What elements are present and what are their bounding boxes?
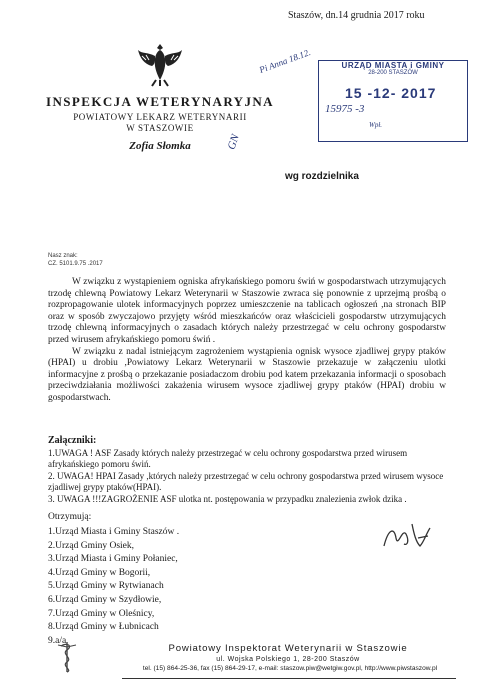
attachment-item: 3. UWAGA !!!ZAGROŻENIE ASF ulotka nt. postępowania w przypadku znalezienia zwłok dzika . bbox=[48, 493, 407, 504]
recipient-item: 9.a/a bbox=[48, 635, 67, 646]
recipient-item: 6.Urząd Gminy w Szydłowie, bbox=[48, 594, 162, 605]
attachment-item: 1.UWAGA ! ASF Zasady których należy przestrzegać w celu ochrony gospodarstwa przed wirusem afrykańskiego pomoru świń. bbox=[48, 448, 408, 470]
stamp-date: 15 -12- 2017 bbox=[345, 85, 437, 101]
stamp-address: 28-200 STASZÓW bbox=[368, 70, 418, 76]
office-name bbox=[44, 112, 276, 134]
recipients-list bbox=[48, 526, 179, 648]
attachment-item: 2. UWAGA! HPAI Zasady ,których należy przestrzegać w celu ochrony gospodarstwa przed wirusem wysoce zjadliwej grypy ptaków(HPAI). bbox=[48, 470, 444, 493]
stamp-office: URZĄD MIASTA i GMINY bbox=[341, 61, 445, 70]
paragraph-1: W związku z wystąpieniem ogniska afrykańskiego pomoru świń w gospodarstwach utrzymujących trzodę chlewną Powiatowy Lekarz Weterynarii w Staszowie zwraca się ponownie z uprzejmą prośbą o rozpropagowanie ulotek informacyjnych poprzez umieszczenie na tablicach ogłoszeń ,na stronach BIP oraz w sposób zwyczajowo przyjęty wśród mieszkańców oraz właścicieli gospodarstw utrzymujących trzodę chlewną informacyjnych o zasadach których należy przestrzegać w celu ochrony gospodarstw przed wirusem afrykańskiego pomoru świń . bbox=[48, 277, 446, 345]
place-date: Staszów, dn.14 grudnia 2017 roku bbox=[288, 10, 425, 21]
reference-label: Nasz znak: bbox=[48, 253, 78, 259]
attachments-list bbox=[48, 448, 448, 505]
footer-divider bbox=[122, 678, 456, 679]
eagle-emblem-icon bbox=[136, 38, 184, 88]
handwritten-note: Pi Anna 18.12. bbox=[257, 47, 312, 75]
office-line-1: POWIATOWY LEKARZ WETERYNARII bbox=[73, 112, 247, 122]
caduceus-logo-icon bbox=[54, 640, 80, 674]
recipient-item: 5.Urząd Gminy w Rytwianach bbox=[48, 581, 164, 592]
footer-address: ul. Wojska Polskiego 1, 28-200 Staszów bbox=[216, 656, 360, 663]
paragraph-2: W związku z nadal istniejącym zagrożeniem wystąpienia ognisk wysoce zjadliwej grypy ptaków (HPAI) u drobiu ,Powiatowy Lekarz Weterynarii w Staszowie przekazuje w załączeniu ulotki informacyjne z prośbą o przekazanie posiadaczom drobiu pod katem przekazania informacji o sposobach przeciwdziałania możliwości zakażenia wirusem wysoce zjadliwej grypy ptaków (HPAI) drobiu w gospodarstwach. bbox=[48, 346, 446, 403]
recipient-item: 7.Urząd Gminy w Oleśnicy, bbox=[48, 608, 155, 619]
stamp-note: Wpł. bbox=[369, 121, 383, 129]
signature-mark bbox=[378, 516, 438, 556]
reference-value: CZ. 5101.9.75 .2017 bbox=[48, 261, 103, 267]
stamp-number: 15975 -3 bbox=[325, 103, 365, 115]
recipient-item: 1.Urząd Miasta i Gminy Staszów . bbox=[48, 527, 180, 537]
signer-name: Zofia Słomka bbox=[129, 140, 191, 152]
handwritten-initials: GN bbox=[225, 132, 242, 152]
recipient-item: 3.Urząd Miasta i Gminy Połaniec, bbox=[48, 554, 178, 565]
recipient-item: 2.Urząd Gminy Osiek, bbox=[48, 540, 135, 551]
recipient-item: 4.Urząd Gminy w Bogorii, bbox=[48, 567, 151, 578]
footer-contact: tel. (15) 864-25-36, fax (15) 864-29-17, e-mail: staszow.piw@wetgiw.gov.pl, http://www.piwstaszow.pl bbox=[142, 665, 438, 672]
letter-body bbox=[48, 277, 446, 405]
footer-name: Powiatowy Inspektorat Weterynarii w Staszowie bbox=[168, 643, 408, 654]
reference bbox=[48, 252, 103, 268]
registry-stamp bbox=[318, 60, 468, 142]
recipients-title: Otrzymują: bbox=[48, 512, 92, 522]
recipient-item: 8.Urząd Gminy w Łubnicach bbox=[48, 622, 159, 633]
attachments-title: Załączniki: bbox=[48, 435, 97, 446]
office-line-2: W STASZOWIE bbox=[126, 123, 194, 133]
institution-title: INSPEKCJA WETERYNARYJNA bbox=[46, 94, 274, 109]
recipient-line: wg rozdzielnika bbox=[285, 171, 359, 182]
